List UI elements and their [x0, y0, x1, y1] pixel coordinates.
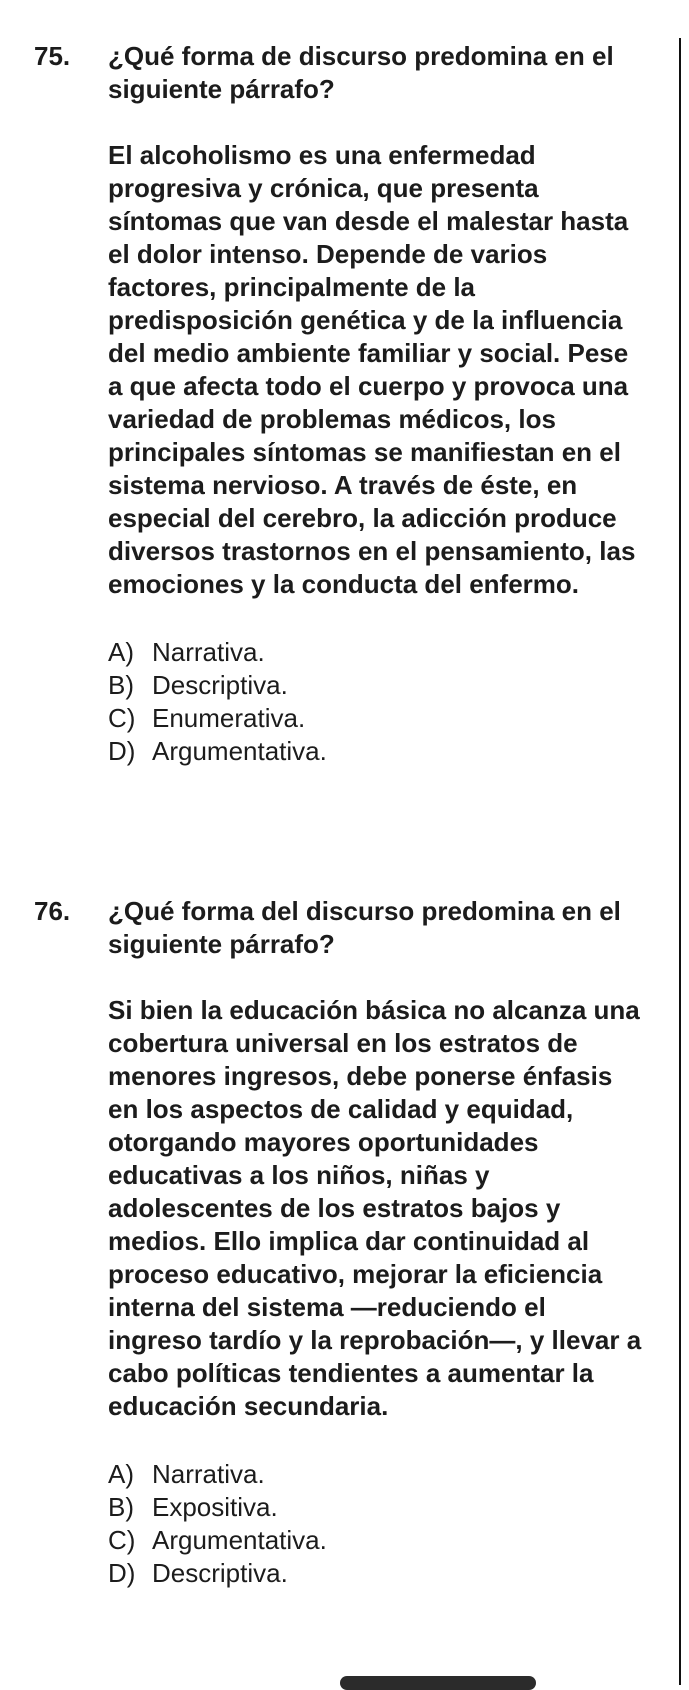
- question-paragraph: Si bien la educación básica no alcanza una cobertura universal en los estratos de menores ingresos, debe ponerse énfasis en los aspectos de calidad y equidad, otorgando mayores oportunidades educativas a los niños, niñas y adolescentes de los estratos bajos y medios. Ello implica dar continuidad al proceso educativo, mejorar la eficiencia interna del sistema —reduciendo el ingreso tardío y la reprobación—, y llevar a cabo políticas tendientes a aumentar la educación secundaria.: [108, 995, 642, 1421]
- option-text: Descriptiva.: [152, 670, 288, 700]
- option-text: Argumentativa.: [152, 736, 327, 766]
- option-c[interactable]: [108, 702, 644, 735]
- option-b[interactable]: [108, 1491, 644, 1524]
- question-body: [108, 895, 644, 1590]
- option-text: Argumentativa.: [152, 1525, 327, 1555]
- option-text: Expositiva.: [152, 1492, 278, 1522]
- option-letter: B): [108, 1492, 134, 1522]
- question-prompt: ¿Qué forma del discurso predomina en el siguiente párrafo?: [108, 896, 621, 959]
- answer-options: [108, 1458, 644, 1590]
- option-a[interactable]: [108, 1458, 644, 1491]
- option-text: Narrativa.: [152, 1459, 265, 1489]
- answer-options: [108, 636, 644, 768]
- option-d[interactable]: [108, 1557, 644, 1590]
- question-body: [108, 40, 644, 768]
- option-d[interactable]: [108, 735, 644, 768]
- option-letter: D): [108, 1558, 136, 1588]
- option-letter: B): [108, 670, 134, 700]
- option-letter: C): [108, 1525, 136, 1555]
- option-text: Narrativa.: [152, 637, 265, 667]
- option-letter: A): [108, 1459, 134, 1489]
- question-76: [34, 895, 644, 1590]
- option-letter: D): [108, 736, 136, 766]
- option-c[interactable]: [108, 1524, 644, 1557]
- question-paragraph: El alcoholismo es una enfermedad progresiva y crónica, que presenta síntomas que van desde el malestar hasta el dolor intenso. Depende de varios factores, principalmente de la predisposición genética y de la influencia del medio ambiente familiar y social. Pese a que afecta todo el cuerpo y provoca una variedad de problemas médicos, los principales síntomas se manifiestan en el sistema nervioso. A través de éste, en especial del cerebro, la adicción produce diversos trastornos en el pensamiento, las emociones y la conducta del enfermo.: [108, 140, 636, 599]
- question-75: [34, 40, 644, 768]
- option-text: Enumerativa.: [152, 703, 306, 733]
- home-indicator-bar[interactable]: [340, 1676, 536, 1690]
- question-number: 76.: [34, 896, 71, 926]
- option-text: Descriptiva.: [152, 1558, 288, 1588]
- option-letter: C): [108, 703, 136, 733]
- question-prompt: ¿Qué forma de discurso predomina en el siguiente párrafo?: [108, 41, 614, 104]
- question-number: 75.: [34, 41, 71, 71]
- option-b[interactable]: [108, 669, 644, 702]
- option-letter: A): [108, 637, 134, 667]
- option-a[interactable]: [108, 636, 644, 669]
- column-divider-line: [679, 38, 681, 1685]
